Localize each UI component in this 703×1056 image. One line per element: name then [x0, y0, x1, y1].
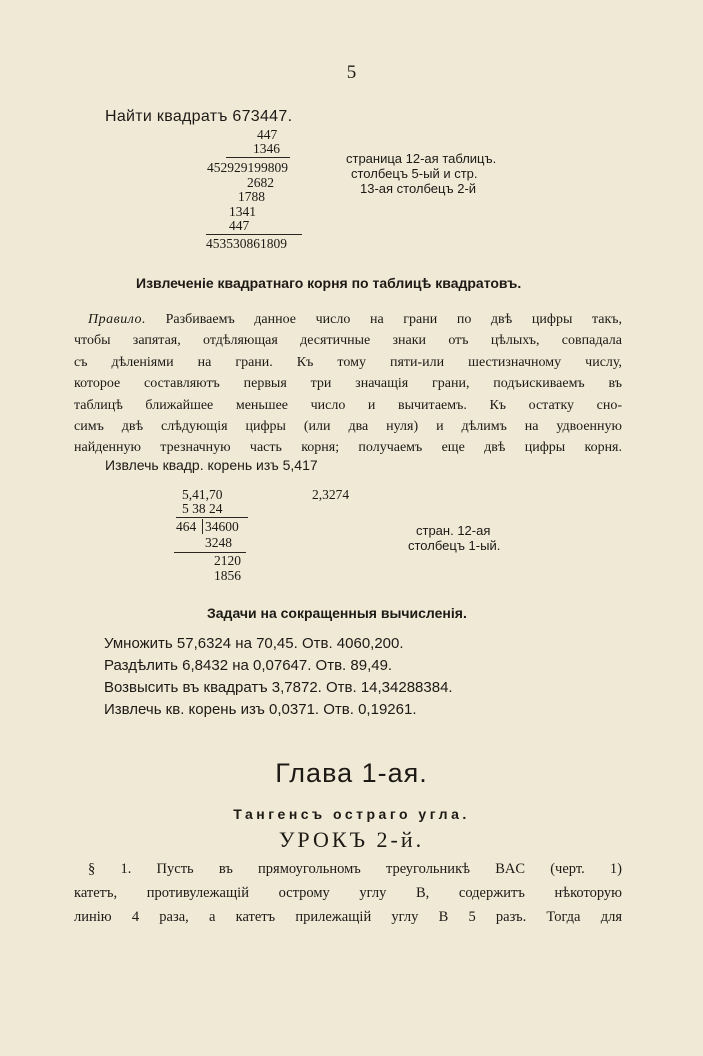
calc-rule — [226, 157, 290, 158]
calc-row: 1341 — [229, 204, 256, 219]
problem-item: Раздѣлить 6,8432 на 0,07647. Отв. 89,49. — [104, 657, 393, 674]
problem-title: Найти квадратъ 673447. — [105, 108, 293, 125]
calc-row: 1788 — [238, 189, 265, 204]
chapter-subtitle: Тангенсъ остраго угла. — [233, 806, 470, 822]
calc-row: 2682 — [247, 175, 274, 190]
calc-row: 1856 — [214, 568, 241, 583]
problems-list — [104, 633, 453, 721]
heading-tasks: Задачи на сокращенныя вычисленія. — [207, 605, 467, 621]
calc-row: 3248 — [205, 535, 232, 550]
section-line: линію 4 раза, а катетъ прилежащій углу B 5 разъ. Тогда для — [74, 909, 622, 925]
rule-line: таблицѣ ближайшее меньшее число и вычитаемъ. Къ остатку сно- — [74, 397, 622, 413]
rule-line: найденную трезначную часть корня; получаемъ еще двѣ цифры корня. — [74, 440, 622, 456]
calc-row: 1346 — [253, 141, 280, 156]
heading-square-root: Извлеченіе квадратнаго корня по таблицѣ квадратовъ. — [136, 275, 522, 291]
example-line: Извлечь квадр. корень изъ 5,417 — [105, 457, 318, 473]
chapter-title: Глава 1-ая. — [275, 758, 428, 788]
calc-rule — [206, 234, 302, 235]
calc-row: 464 — [176, 519, 197, 534]
calc-row: 5,41,70 — [182, 487, 223, 502]
calc-note: столбецъ 1-ый. — [408, 538, 501, 553]
page-number: 5 — [346, 62, 357, 83]
rule-line: чтобы запятая, отдѣляющая десятичные знаки отъ цѣлыхъ, совпадала — [74, 333, 622, 349]
calc-note: стран. 12-ая — [416, 523, 491, 538]
calc-row: 447 — [229, 218, 250, 233]
rule-line: которое составляютъ первыя три значащія грани, подъискиваемъ въ — [74, 376, 622, 392]
problem-item: Извлечь кв. корень изъ 0,0371. Отв. 0,19261. — [104, 701, 417, 718]
rule-line: съ дѣленіями на грани. Къ тому пяти-или шестизначному числу, — [74, 354, 622, 370]
problem-item: Умножить 57,6324 на 70,45. Отв. 4060,200. — [104, 635, 404, 652]
calc-note: столбецъ 5-ый и стр. — [351, 166, 478, 181]
calc-rule — [176, 517, 248, 518]
section-paragraph — [74, 857, 622, 929]
calc-row: 34600 — [205, 519, 239, 534]
section-line: катетъ, противулежащій острому углу B, содержитъ нѣкоторую — [74, 885, 622, 901]
calc-row: 447 — [257, 127, 278, 142]
calc-row: 453530861809 — [206, 236, 287, 251]
sqrt-result: 2,3274 — [312, 487, 350, 502]
problem-item: Возвысить въ квадратъ 3,7872. Отв. 14,34288384. — [104, 679, 453, 696]
rule-paragraph — [74, 309, 622, 459]
calc-note: 13-ая столбецъ 2-й — [360, 181, 477, 196]
calc-note: страница 12-ая таблицъ. — [346, 151, 497, 166]
rule-label: Правило. — [88, 312, 146, 327]
calc-row: 452929199809 — [207, 160, 288, 175]
rule-line: Правило. Разбиваемъ данное число на грани по двѣ цифры такъ, — [88, 312, 622, 327]
lesson-title: УРОКЪ 2-й. — [278, 827, 425, 852]
calc-row: 2120 — [214, 553, 241, 568]
rule-line: симъ двѣ слѣдующія цифры (или два нуля) и дѣлимъ на удвоенную — [74, 419, 622, 435]
calc-row: 5 38 24 — [182, 501, 223, 516]
section-line: § 1. Пусть въ прямоугольномъ треугольникѣ BAC (черт. 1) — [88, 861, 622, 877]
division-bar — [202, 519, 203, 534]
